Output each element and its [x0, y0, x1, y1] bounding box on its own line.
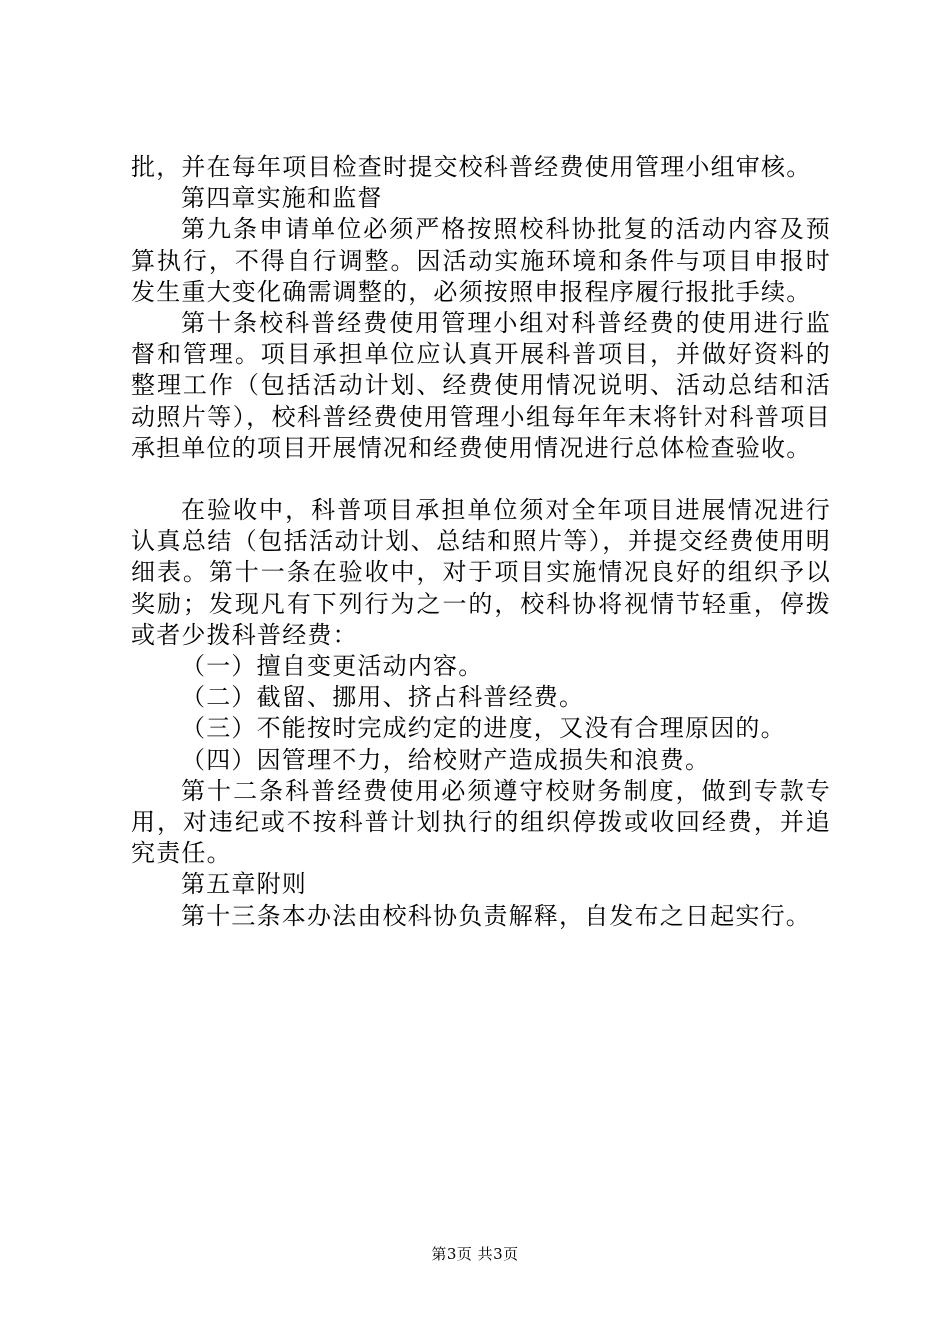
- paragraph-continuation: 批，并在每年项目检查时提交校科普经费使用管理小组审核。: [131, 153, 812, 181]
- page-footer: [0, 1244, 950, 1264]
- chapter-heading-5: 第五章附则: [181, 870, 307, 899]
- acceptance-paragraph: 在验收中，科普项目承担单位须对全年项目进展情况进行认真总结（包括活动计划、总结和照片等），并提交经费使用明细表。第十一条在验收中，对于项目实施情况良好的组织予以奖励；发现凡有下列行为之一的，校科协将视情节轻重，停拨或者少拨科普经费：: [131, 496, 831, 649]
- article-13: 第十三条本办法由校科协负责解释，自发布之日起实行。: [181, 901, 811, 930]
- list-item-4: （四）因管理不力，给校财产造成损失和浪费。: [181, 745, 711, 774]
- page-number: 第3页 共3页: [431, 1245, 519, 1263]
- chapter-heading-4: 第四章实施和监督: [181, 184, 383, 213]
- list-item-1: （一）擅自变更活动内容。: [181, 652, 484, 681]
- document-body: [131, 152, 831, 932]
- list-item-2: （二）截留、挪用、挤占科普经费。: [181, 683, 585, 712]
- list-item-3: （三）不能按时完成约定的进度，又没有合理原因的。: [181, 714, 786, 743]
- article-10: 第十条校科普经费使用管理小组对科普经费的使用进行监督和管理。项目承担单位应认真开展科普项目，并做好资料的整理工作（包括活动计划、经费使用情况说明、活动总结和活动照片等），校科普经费使用管理小组每年年末将针对科普项目承担单位的项目开展情况和经费使用情况进行总体检查验收。: [131, 309, 831, 462]
- article-12: 第十二条科普经费使用必须遵守校财务制度，做到专款专用，对违纪或不按科普计划执行的组织停拨或收回经费，并追究责任。: [131, 776, 831, 868]
- article-9: 第九条申请单位必须严格按照校科协批复的活动内容及预算执行，不得自行调整。因活动实施环境和条件与项目申报时发生重大变化确需调整的，必须按照申报程序履行报批手续。: [131, 215, 831, 306]
